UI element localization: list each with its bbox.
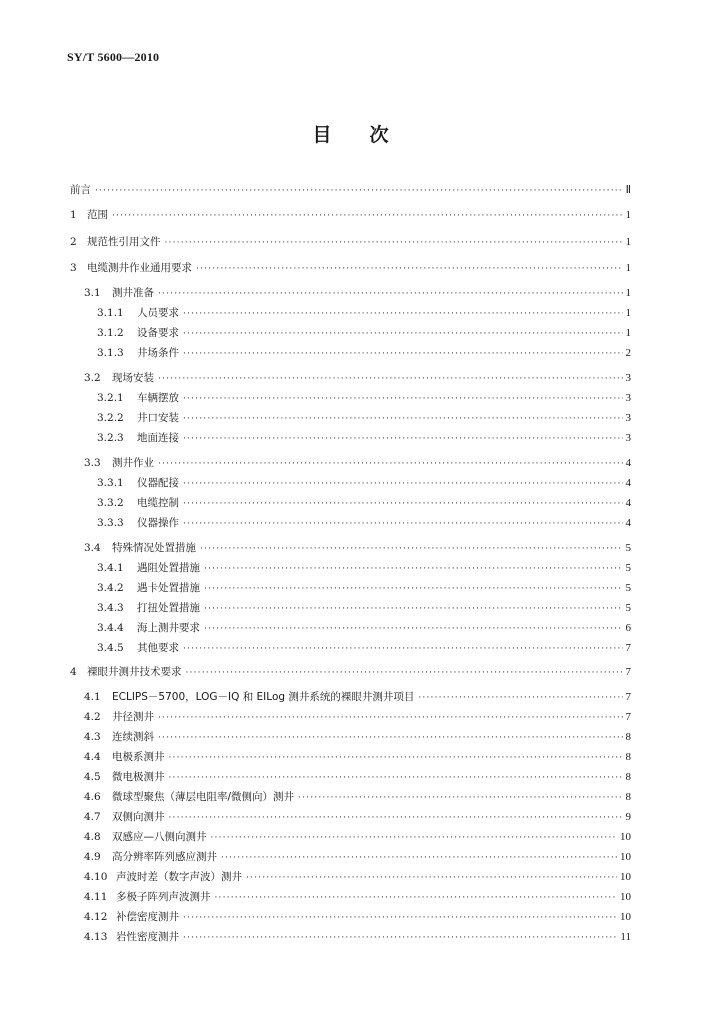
dot-leader [221,848,617,868]
toc-entry[interactable] [0,578,701,598]
toc-entry-line [84,727,631,748]
toc-section-title: 电缆测井作业通用要求 [87,262,192,274]
toc-section-title: 声波时差（数字声波）测井 [116,871,242,883]
toc-entry-line [84,927,631,948]
toc-entry-line [97,408,631,429]
dot-leader [204,619,623,639]
toc-section-title: 双感应—八侧向测井 [112,831,207,843]
toc-section-title: 井场条件 [137,347,179,359]
toc-entry-line [97,578,631,599]
toc-entry[interactable] [0,747,701,767]
dot-leader [204,559,623,579]
toc-entry[interactable] [0,180,701,200]
toc-section-title: 现场安装 [112,372,154,384]
toc-page-number: 11 [620,931,631,943]
toc-page-number: 5 [625,602,631,614]
toc-section-number: 3.4.2 [97,582,124,594]
toc-section-title: 连续测斜 [112,731,154,743]
toc-section-number: 2 [70,236,77,248]
toc-section-title: 电极系测井 [112,751,165,763]
toc-page-number: 1 [625,209,631,221]
toc-page-number: 5 [625,582,631,594]
toc-page-number: 3 [625,392,631,404]
toc-entry-line [84,538,631,559]
dot-leader [183,389,623,409]
toc-section-number: 3.3.3 [97,517,124,529]
dot-leader [183,344,623,364]
toc-section-number: 3.3.1 [97,477,124,489]
toc-page-number: 3 [625,372,631,384]
toc-entry-line [97,323,631,344]
toc-section-title: 人员要求 [137,307,179,319]
dot-leader [246,868,617,888]
toc-section-number: 3.4.1 [97,562,124,574]
toc-page-number: 10 [620,851,631,863]
toc-section-number: 3.2.3 [97,432,124,444]
toc-page-number: 7 [625,711,631,723]
toc-section-title: 测井准备 [112,287,154,299]
dot-leader [158,284,623,304]
dot-leader [183,429,623,449]
toc-section-number: 3.2.2 [97,412,124,424]
dot-leader [158,708,623,728]
toc-entry-line [70,258,631,279]
toc-entry-line [84,867,631,888]
toc-section-title: 海上测井要求 [137,622,200,634]
toc-section-title: 前言 [70,184,91,196]
dot-leader [95,181,623,201]
toc-entry[interactable] [0,493,701,513]
toc-page-number: 3 [625,412,631,424]
toc-entry[interactable] [0,907,701,927]
toc-section-number: 4.12 [84,911,108,923]
dot-leader [183,494,623,514]
dot-leader [169,808,623,828]
toc-entry-line [84,847,631,868]
toc-entry-line [97,428,631,449]
toc-entry-line [84,453,631,474]
toc-section-title: 车辆摆放 [137,392,179,404]
toc-section-number: 3.1.2 [97,327,124,339]
toc-section-title: 遇阻处置措施 [137,562,200,574]
toc-section-number: 4 [70,666,77,678]
toc-page-number: 10 [620,911,631,923]
dot-leader [418,688,622,708]
dot-leader [204,579,623,599]
dot-leader [186,663,623,683]
toc-entry[interactable] [0,258,701,278]
dot-leader [183,324,623,344]
dot-leader [204,599,623,619]
toc-section-title: 井径测井 [112,711,154,723]
title-char-right: 次 [369,124,389,146]
toc-page-number: 9 [625,811,631,823]
toc-page-number: 8 [625,791,631,803]
toc-section-title: 井口安装 [137,412,179,424]
toc-entry-line [84,747,631,768]
toc-page-number: 10 [620,831,631,843]
toc-section-number: 3.4.4 [97,622,124,634]
toc-section-title: 设备要求 [137,327,179,339]
toc-section-title: 范围 [87,209,108,221]
dot-leader [183,908,617,928]
toc-section-number: 3.4.3 [97,602,124,614]
toc-section-number: 3.4.5 [97,642,124,654]
toc-entry[interactable] [0,707,701,727]
toc-section-title: 遇卡处置措施 [137,582,200,594]
dot-leader [183,639,623,659]
toc-entry-line [84,887,631,908]
toc-page-number: 1 [625,287,631,299]
toc-entry[interactable] [0,453,701,473]
toc-entry-line [70,662,631,683]
toc-page-number: 1 [625,236,631,248]
toc-entry[interactable] [0,598,701,618]
toc-entry[interactable] [0,927,701,947]
toc-entry-line [97,638,631,659]
toc-entry[interactable] [0,638,701,658]
toc-entry-line [84,807,631,828]
toc-entry-line [97,493,631,514]
toc-entry[interactable] [0,283,701,303]
toc-page-number: 2 [625,347,631,359]
toc-section-number: 4.11 [84,891,108,903]
dot-leader [215,888,618,908]
toc-section-title: 岩性密度测井 [116,931,179,943]
toc-section-title: 电缆控制 [137,497,179,509]
toc-entry[interactable] [0,408,701,428]
toc-entry[interactable] [0,473,701,493]
toc-page-number: 3 [625,432,631,444]
toc-page-number: 1 [625,307,631,319]
toc-entry[interactable] [0,303,701,323]
toc-page-number: 1 [625,327,631,339]
toc-section-title: 高分辨率阵列感应测井 [112,851,217,863]
toc-section-title: 多极子阵列声波测井 [116,891,211,903]
toc-entry-line [97,388,631,409]
toc-section-title: 地面连接 [137,432,179,444]
toc-section-title: 规范性引用文件 [87,236,161,248]
dot-leader [169,768,623,788]
toc-entry-line [84,907,631,928]
dot-leader [183,409,623,429]
toc-section-title: 打扭处置措施 [137,602,200,614]
dot-leader [158,454,623,474]
toc-section-title: 仪器操作 [137,517,179,529]
toc-entry-line [97,343,631,364]
toc-section-number: 3.1 [84,287,101,299]
toc-entry[interactable] [0,767,701,787]
toc-section-number: 4.6 [84,791,101,803]
toc-entry-line [84,283,631,304]
toc-section-number: 3.4 [84,542,101,554]
toc-entry[interactable] [0,428,701,448]
toc-section-title: 其他要求 [137,642,179,654]
toc-section-number: 3 [70,262,77,274]
toc-section-number: 4.2 [84,711,101,723]
toc-section-number: 4.5 [84,771,101,783]
title-char-left: 目 [312,124,332,146]
toc-page-number: 4 [625,457,631,469]
toc-page-number: 6 [625,622,631,634]
toc-entry-line [84,767,631,788]
toc-page-number: 7 [625,666,631,678]
toc-entry[interactable] [0,687,701,707]
toc-entry-line [84,687,631,708]
toc-page-number: Ⅱ [625,184,631,196]
toc-section-number: 3.1.3 [97,347,124,359]
toc-entry-line [70,180,631,201]
toc-entry[interactable] [0,787,701,807]
toc-page-number: 10 [620,891,631,903]
page-title [0,120,701,147]
dot-leader [183,928,617,948]
dot-leader [112,206,623,226]
toc-section-number: 4.10 [84,871,108,883]
toc-entry-line [84,787,631,808]
dot-leader [196,259,623,279]
toc-section-number: 4.8 [84,831,101,843]
toc-entry[interactable] [0,388,701,408]
toc-entry[interactable] [0,323,701,343]
toc-entry[interactable] [0,368,701,388]
toc-entry-line [97,513,631,534]
toc-section-title: 特殊情况处置措施 [112,542,196,554]
toc-section-number: 4.3 [84,731,101,743]
toc-section-title: 微球型聚焦（薄层电阻率/微侧向）测井 [112,791,295,803]
toc-entry[interactable] [0,232,701,252]
toc-entry[interactable] [0,618,701,638]
toc-section-number: 4.7 [84,811,101,823]
toc-entry-line [84,368,631,389]
toc-entry[interactable] [0,807,701,827]
toc-page-number: 4 [625,497,631,509]
toc-page-number: 5 [625,542,631,554]
dot-leader [298,788,622,808]
toc-entry-line [97,303,631,324]
toc-entry[interactable] [0,343,701,363]
toc-page-number: 4 [625,517,631,529]
toc-page-number: 5 [625,562,631,574]
toc-entry[interactable] [0,662,701,682]
toc-entry[interactable] [0,558,701,578]
toc-entry[interactable] [0,867,701,887]
toc-entry[interactable] [0,205,701,225]
toc-section-title: 仪器配接 [137,477,179,489]
dot-leader [158,728,623,748]
toc-page-number: 1 [625,262,631,274]
dot-leader [183,304,623,324]
toc-entry[interactable] [0,513,701,533]
toc-page-number: 8 [625,751,631,763]
dot-leader [169,748,623,768]
toc-entry-line [97,558,631,579]
dot-leader [200,539,623,559]
toc-section-number: 3.1.1 [97,307,124,319]
toc-section-number: 3.3.2 [97,497,124,509]
toc-page-number: 7 [625,642,631,654]
toc-section-number: 3.3 [84,457,101,469]
toc-entry-line [97,598,631,619]
toc-section-number: 4.13 [84,931,108,943]
toc-section-number: 4.4 [84,751,101,763]
toc-section-title: 补偿密度测井 [116,911,179,923]
toc-entry[interactable] [0,827,701,847]
toc-entry-line [84,827,631,848]
toc-entry-line [70,232,631,253]
toc-section-number: 1 [70,209,77,221]
toc-section-title: 微电极测井 [112,771,165,783]
toc-section-number: 3.2 [84,372,101,384]
toc-entry[interactable] [0,847,701,867]
toc-page-number: 8 [625,771,631,783]
standard-number: SY/T 5600—2010 [67,50,160,64]
toc-section-number: 4.9 [84,851,101,863]
toc-entry[interactable] [0,887,701,907]
toc-section-title: 裸眼井测井技术要求 [87,666,182,678]
toc-section-number: 3.2.1 [97,392,124,404]
toc-section-title: 测井作业 [112,457,154,469]
toc-section-title: ECLIPS－5700，LOG－IQ 和 EILog 测井系统的裸眼井测井项目 [112,691,415,703]
toc-page-number: 10 [620,871,631,883]
toc-entry-line [84,707,631,728]
dot-leader [211,828,618,848]
dot-leader [183,514,623,534]
dot-leader [158,369,623,389]
toc-entry[interactable] [0,727,701,747]
toc-page-number: 8 [625,731,631,743]
dot-leader [165,233,623,253]
toc-section-number: 4.1 [84,691,101,703]
toc-page-number: 4 [625,477,631,489]
toc-entry-line [97,618,631,639]
toc-section-title: 双侧向测井 [112,811,165,823]
toc-page-number: 7 [625,691,631,703]
toc-entry[interactable] [0,538,701,558]
dot-leader [183,474,623,494]
toc-entry-line [70,205,631,226]
toc-entry-line [97,473,631,494]
